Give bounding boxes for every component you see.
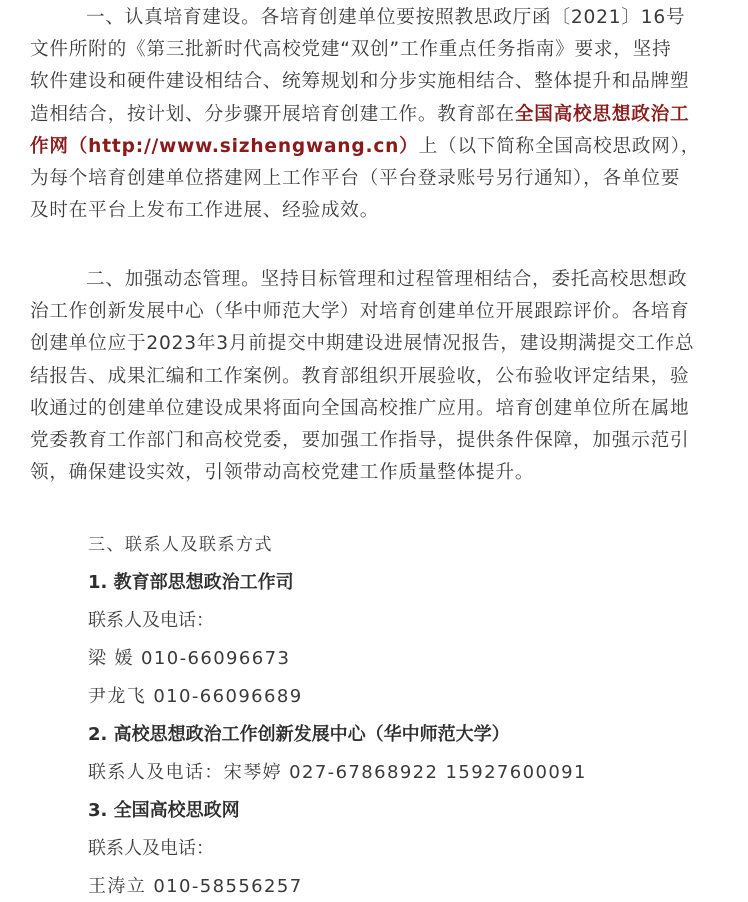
paragraph1-line4-text: 造相结合，按计划、分步骤开展培育创建工作。教育部在	[30, 103, 515, 125]
paragraph2-line1: 二、加强动态管理。坚持目标管理和过程管理相结合，委托高校思想政	[86, 269, 688, 290]
paragraph1-line6: 为每个培育创建单位搭建网上工作平台（平台登录账号另行通知），各单位要	[30, 168, 681, 190]
paragraph1-line7: 及时在平台上发布工作进展、经验成效。	[30, 200, 380, 222]
paragraph1-line3: 软件建设和硬件建设相结合、统筹规划和分步实施相结合、整体提升和品牌塑	[30, 71, 690, 93]
sizhengwang-link-part1[interactable]: 全国高校思想政治工	[514, 103, 690, 125]
sizhengwang-link-part2[interactable]: 作网（http://www.sizhengwang.cn）	[30, 135, 419, 157]
paragraph2-line2: 治工作创新发展中心（华中师范大学）对培育创建单位开展跟踪评价。各培育	[30, 301, 690, 323]
paragraph1-line2: 文件所附的《第三批新时代高校党建“双创”工作重点任务指南》要求，坚持	[30, 39, 672, 61]
org1-person2: 尹龙飞 010-66096689	[88, 686, 303, 707]
paragraph2-line7: 领，确保建设实效，引领带动高校党建工作质量整体提升。	[30, 462, 535, 484]
paragraph1-line5-text: 上（以下简称全国高校思政网），	[418, 135, 701, 157]
org1-title: 1. 教育部思想政治工作司	[88, 572, 294, 593]
paragraph2-line5: 收通过的创建单位建设成果将面向全国高校推广应用。培育创建单位所在属地	[30, 397, 690, 419]
paragraph1-line5	[30, 131, 720, 163]
org3-title: 3. 全国高校思政网	[88, 800, 240, 821]
paragraph2-line4: 结报告、成果汇编和工作案例。教育部组织开展验收，公布验收评定结果，验	[30, 365, 690, 387]
paragraph1-line1: 一、认真培育建设。各培育创建单位要按照教思政厅函〔2021〕16号	[86, 7, 686, 28]
paragraph1-line4	[30, 99, 720, 131]
paragraph2-line6: 党委教育工作部门和高校党委，要加强工作指导，提供条件保障，加强示范引	[30, 430, 690, 452]
org2-contact-line: 联系人及电话：宋琴婷 027-67868922 15927600091	[88, 762, 587, 783]
org3-person1: 王涛立 010-58556257	[88, 876, 303, 897]
org2-title: 2. 高校思想政治工作创新发展中心（华中师范大学）	[88, 724, 510, 745]
paragraph-training-construction	[30, 2, 720, 227]
paragraph2-line3: 创建单位应于2023年3月前提交中期建设进展情况报告，建设期满提交工作总	[30, 333, 695, 355]
org3-contact-label: 联系人及电话：	[88, 838, 214, 859]
org1-person1: 梁 媛 010-66096673	[88, 648, 291, 669]
paragraph-dynamic-management	[30, 264, 720, 489]
contacts-heading: 三、联系人及联系方式	[88, 535, 273, 555]
org1-contact-label: 联系人及电话：	[88, 610, 214, 631]
